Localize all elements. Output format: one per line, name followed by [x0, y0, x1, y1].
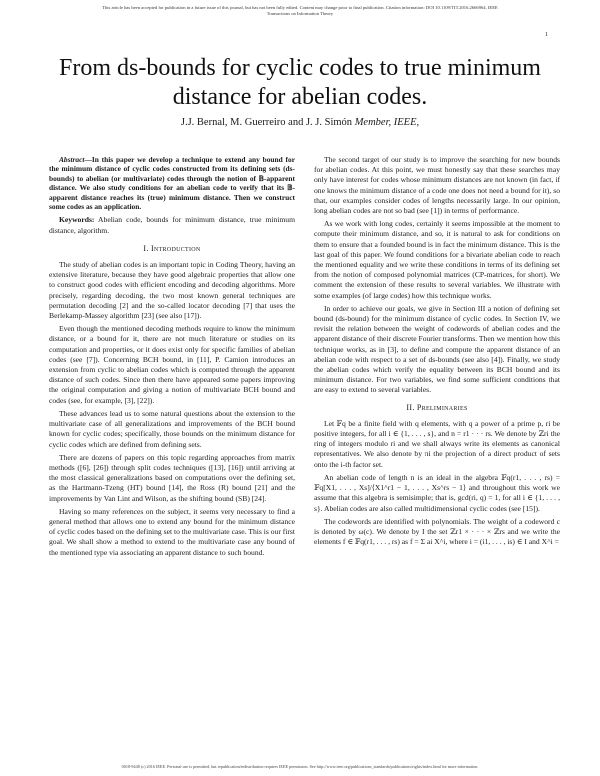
section-heading-preliminaries: II. Preliminaries [406, 402, 468, 412]
paragraph: Let 𝔽q be a finite field with q elements, with q a power of a prime p, ri be positive integers, for all i ∈ {1, . . . , s}, and n = r1 · · · rs. We denote by ℤri the ring of integers modulo ri and we shall always write its elements as canonical representatives. We also denote by πi the projection of a direct product of sets onto the i-th factor set. [314, 418, 560, 469]
section-heading-introduction: I. Introduction [143, 243, 201, 253]
right-column [314, 155, 560, 550]
paragraph: The study of abelian codes is an important topic in Coding Theory, having an extensive literature, because they have good algebraic properties that allow one to construct good codes with efficient encoding and decoding algorithms. More precisely, regarding decoding, the two most known general techniques are permutation decoding [2] and the so-called locator decoding [7] that uses the Berlekamp-Massey algorithm [23] (see also [17]). [49, 260, 295, 321]
page-number: 1 [545, 32, 548, 38]
paragraph: The second target of our study is to improve the searching for new bounds for abelian codes. At this point, we must honestly say that these searches may only have interest for codes whose minimum distances are not known (in fact, if one knows the minimum distance of a code one does not need a bound for it), so that, our examples consider codes of lengths necessarily large. In our opinion, long abelian codes are not so bad (see [1]) in terms of performance. [314, 155, 560, 216]
abstract-text: —In this paper we develop a technique to extend any bound for the minimum distance of cyclic codes constructed from its defining sets (ds-bounds) to abelian (or multivariate) codes through the notion of 𝔹-apparent distance. We also study conditions for an abelian code to verify that its 𝔹-apparent distance reaches its (true) minimum distance. Then we construct some codes as an application. [49, 155, 295, 212]
paragraph: The codewords are identified with polynomials. The weight of a codeword c is denoted by ω(c). We denote by I the set ℤr1 × · · · × ℤrs and we write the elements f ∈ 𝔽q(r1, . . . , rs) as f = Σ ai X^i, where i = (i1, . . . , is) ∈ I and X^i = [314, 516, 560, 547]
paragraph: Even though the mentioned decoding methods require to know the minimum distance, or a bound for it, there are not much literature or studies on its computation and properties, or it does exist only for specific families of abelian codes (see [7]). Concerning BCH bound, in [11], P. Camion introduces an extension from cyclic to abelian codes which is computed through the apparent distance of such codes. Since then there have appeared some papers improving the original computation and giving a notion of multivariate BCH bound and codes (see, for example, [3], [22]). [49, 324, 295, 405]
abstract [49, 155, 295, 211]
author-membership: Member, IEEE, [354, 117, 420, 128]
keywords-text: Abelian code, bounds for minimum distance, true minimum distance, algorithm. [49, 215, 295, 235]
paragraph: There are dozens of papers on this topic regarding approaches from matrix methods ([6], [26]) through split codes techniques ([13], [16]) until arriving at the most classical generalizations based on computations over the defining set, as the Hartmann-Tzeng (HT) bound [14], the Ross (R) bound [21] and the improvements by Van Lint and Wilson, as the shifting bound (SB) [24]. [49, 452, 295, 503]
abstract-label: Abstract [59, 155, 85, 164]
paper-title: From ds-bounds for cyclic codes to true minimum distance for abelian codes. [59, 55, 541, 110]
paragraph: In order to achieve our goals, we give in Section III a notion of defining set bound (ds-bound) for the minimum distance of cyclic codes. In Section IV, we revisit the relation between the weight of codewords of abelian codes and the apparent distance of their discrete Fourier transforms. Then we mention how this technique works, as in [3], to define and compute the apparent distance of an abelian code with respect to a set of ds-bounds (see also [4]). Finally, we study the abelian codes which verify the equality between its BCH bound and its minimum distance. For two variables, we find some sufficient conditions that are easy to extend to several variables. [314, 303, 560, 395]
keywords [49, 215, 295, 235]
journal-header-line1: This article has been accepted for publication in a future issue of this journal, but has not been fully edited. Content may change prior to final publication. Citation information: DOI 10.1109/TIT.2016.2666964, IEEE [102, 5, 498, 10]
journal-header [0, 5, 600, 17]
author-names: J.J. Bernal, M. Guerreiro and J. J. Simón [180, 117, 353, 128]
paragraph: As we work with long codes, certainly it seems impossible at the moment to compute their minimum distance, and so, it is natural to ask for conditions on them to ensure that a founded bound is in fact the minimum distance. This is the last goal of this paper. We found conditions for a bivariate abelian code to reach the mentioned equality and we write these conditions in terms of its defining set from the notion of composed polynomial matrices (CP-matrices, for short). We comment the extension of these results to several variables. We illustrate with some examples (of large codes) how this technique works. [314, 219, 560, 300]
paragraph: An abelian code of length n is an ideal in the algebra 𝔽q(r1, . . . , rs) = 𝔽q[X1, . . . , Xs]/⟨X1^r1 − 1, . . . , Xs^rs − 1⟩ and throughout this work we assume that this algebra is semisimple; that is, gcd(ri, q) = 1, for all i ∈ {1, . . . , s}. Abelian codes are also called multidimensional cyclic codes (see [15]). [314, 472, 560, 513]
paragraph: Having so many references on the subject, it seems very necessary to find a general method that allows one to extend any bound for the minimum distance of cyclic codes based on the defining set to the multivariate case. This is our first goal. We shall show a method to extend to the multivariate case any bound of the mentioned type via associating an apparent distance to such bound. [49, 506, 295, 557]
journal-header-line2: Transactions on Information Theory [266, 11, 334, 16]
copyright-footer: 0018-9448 (c) 2016 IEEE. Personal use is permitted, but republication/redistribution requires IEEE permission. See http://www.ieee.org/publications_standards/publications/rights/index.html for more information. [121, 764, 479, 769]
keywords-label: Keywords: [59, 215, 95, 225]
authors [0, 117, 600, 128]
left-column [49, 155, 295, 561]
paragraph: These advances lead us to some natural questions about the extension to the multivariate case of all generalizations and improvements of the BCH bound known for cyclic codes; specifically, those bounds on the minimum distance for cyclic codes which are defined from defining sets. [49, 408, 295, 449]
